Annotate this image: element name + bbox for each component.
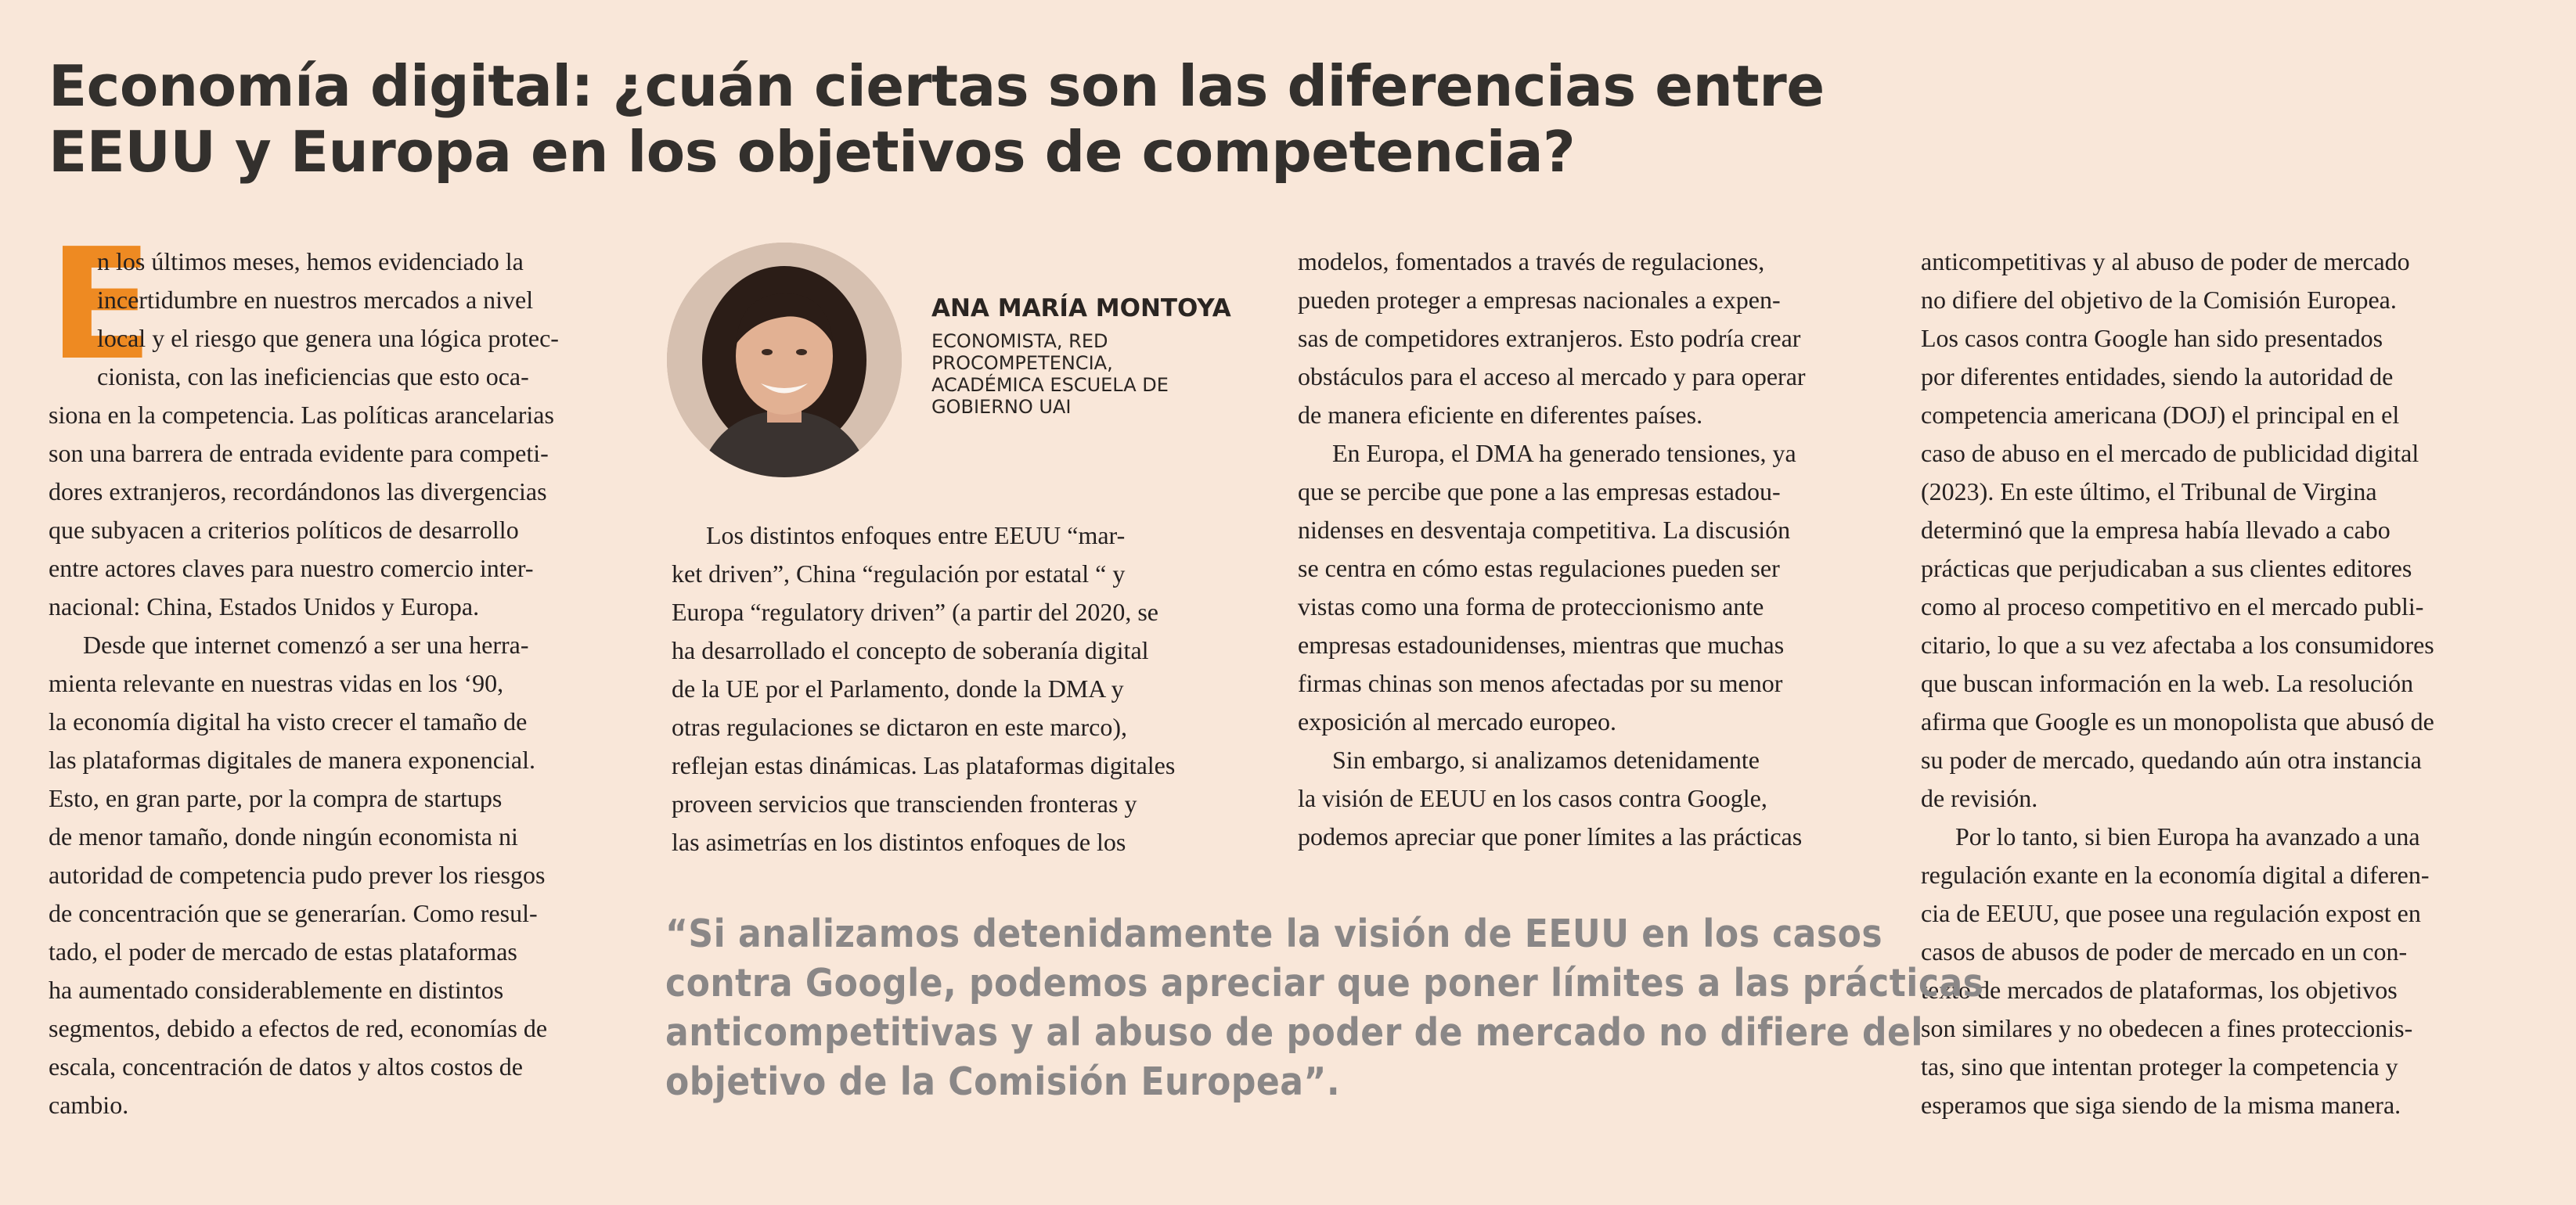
text-line: Europa “regulatory driven” (a partir del 2020, se xyxy=(672,598,1158,626)
text-line: anticompetitivas y al abuso de poder de mercado xyxy=(1921,247,2410,275)
text-line: mienta relevante en nuestras vidas en los ‘90, xyxy=(49,669,504,697)
text-line: la visión de EEUU en los casos contra Google, xyxy=(1298,784,1767,812)
text-line: reflejan estas dinámicas. Las plataformas digitales xyxy=(672,751,1176,779)
text-line: casos de abusos de poder de mercado en un con- xyxy=(1921,937,2408,966)
text-line: ket driven”, China “regulación por estatal “ y xyxy=(672,559,1126,588)
author-portrait-illustration xyxy=(667,243,902,477)
text-line: nidenses en desventaja competitiva. La discusión xyxy=(1298,516,1791,544)
text-line: cionista, con las ineficiencias que esto oca- xyxy=(97,362,529,390)
text-line: Desde que internet comenzó a ser una herra- xyxy=(83,631,529,659)
text-line: que buscan información en la web. La resolución xyxy=(1921,669,2414,697)
text-line: podemos apreciar que poner límites a las prácticas xyxy=(1298,822,1803,851)
text-line: afirma que Google es un monopolista que abusó de xyxy=(1921,707,2434,736)
text-line: que se percibe que pone a las empresas estadou- xyxy=(1298,477,1781,505)
text-line: pueden proteger a empresas nacionales a expen- xyxy=(1298,286,1781,314)
text-line: otras regulaciones se dictaron en este marco), xyxy=(672,713,1127,741)
text-line: regulación exante en la economía digital a diferen- xyxy=(1921,861,2430,889)
text-line: ha aumentado considerablemente en distintos xyxy=(49,976,504,1004)
pull-quote-line: “Si analizamos detenidamente la visión de EEUU en los casos xyxy=(665,912,1883,956)
text-line: escala, concentración de datos y altos costos de xyxy=(49,1052,523,1081)
article-column-4 xyxy=(1921,243,2539,1124)
text-line: Los casos contra Google han sido presentados xyxy=(1921,324,2383,352)
article-column-1 xyxy=(49,216,634,1124)
text-line: obstáculos para el acceso al mercado y para operar xyxy=(1298,362,1806,390)
text-line: de menor tamaño, donde ningún economista ni xyxy=(49,822,518,851)
text-line: son similares y no obedecen a fines proteccionis- xyxy=(1921,1014,2413,1042)
text-line: firmas chinas son menos afectadas por su menor xyxy=(1298,669,1783,697)
text-line: como al proceso competitivo en el mercado publi- xyxy=(1921,592,2424,620)
pull-quote-line: contra Google, podemos apreciar que poner límites a las prácticas xyxy=(665,961,1984,1005)
text-line: segmentos, debido a efectos de red, economías de xyxy=(49,1014,548,1042)
text-line: vistas como una forma de proteccionismo ante xyxy=(1298,592,1764,620)
text-line: entre actores claves para nuestro comercio inter- xyxy=(49,554,534,582)
drop-cap: E xyxy=(49,216,153,394)
text-line: proveen servicios que transcienden fronteras y xyxy=(672,790,1137,818)
text-line: son una barrera de entrada evidente para competi- xyxy=(49,439,549,467)
text-line: texto de mercados de plataformas, los objetivos xyxy=(1921,976,2398,1004)
text-line: n los últimos meses, hemos evidenciado la xyxy=(97,247,524,275)
text-line: ha desarrollado el concepto de soberanía digital xyxy=(672,636,1149,664)
text-line: sas de competidores extranjeros. Esto podría crear xyxy=(1298,324,1801,352)
text-line: local y el riesgo que genera una lógica protec- xyxy=(97,324,559,352)
text-line: autoridad de competencia pudo prever los riesgos xyxy=(49,861,546,889)
text-line: dores extranjeros, recordándonos las divergencias xyxy=(49,477,547,505)
pull-quote-line: objetivo de la Comisión Europea”. xyxy=(665,1059,1341,1104)
text-line: de manera eficiente en diferentes países. xyxy=(1298,401,1703,429)
author-name: ANA MARÍA MONTOYA xyxy=(931,294,1231,322)
text-line: se centra en cómo estas regulaciones pueden ser xyxy=(1298,554,1780,582)
text-line: incertidumbre en nuestros mercados a nivel xyxy=(97,286,534,314)
text-line: competencia americana (DOJ) el principal en el xyxy=(1921,401,2400,429)
text-line: tas, sino que intentan proteger la competencia y xyxy=(1921,1052,2398,1081)
author-role-line: PROCOMPETENCIA, xyxy=(931,352,1113,374)
text-line: por diferentes entidades, siendo la autoridad de xyxy=(1921,362,2394,390)
author-role xyxy=(931,330,1260,418)
text-line: no difiere del objetivo de la Comisión Europea. xyxy=(1921,286,2397,314)
text-line: Por lo tanto, si bien Europa ha avanzado a una xyxy=(1955,822,2420,851)
text-line: caso de abuso en el mercado de publicidad digital xyxy=(1921,439,2419,467)
text-line: tado, el poder de mercado de estas plataformas xyxy=(49,937,517,966)
title-line: Economía digital: ¿cuán ciertas son las diferencias entre xyxy=(49,53,1825,119)
article-column-3 xyxy=(1298,243,1900,856)
author-photo xyxy=(667,243,902,477)
pull-quote-line: anticompetitivas y al abuso de poder de mercado no difiere del xyxy=(665,1010,1923,1055)
text-line: Sin embargo, si analizamos detenidamente xyxy=(1332,746,1760,774)
text-line: siona en la competencia. Las políticas arancelarias xyxy=(49,401,554,429)
text-line: citario, lo que a su vez afectaba a los consumidores xyxy=(1921,631,2434,659)
article-column-2 xyxy=(672,516,1266,861)
author-role-line: GOBIERNO UAI xyxy=(931,396,1072,418)
text-line: cia de EEUU, que posee una regulación expost en xyxy=(1921,899,2421,927)
text-line: la economía digital ha visto crecer el tamaño de xyxy=(49,707,528,736)
article-title xyxy=(49,53,2005,185)
title-line: EEUU y Europa en los objetivos de competencia? xyxy=(49,119,1576,185)
text-line: exposición al mercado europeo. xyxy=(1298,707,1616,736)
author-role-line: ACADÉMICA ESCUELA DE xyxy=(931,374,1169,396)
text-line: empresas estadounidenses, mientras que muchas xyxy=(1298,631,1785,659)
text-line: Esto, en gran parte, por la compra de startups xyxy=(49,784,503,812)
text-line: Los distintos enfoques entre EEUU “mar- xyxy=(706,521,1126,549)
text-line: su poder de mercado, quedando aún otra instancia xyxy=(1921,746,2422,774)
text-line: de revisión. xyxy=(1921,784,2038,812)
pull-quote xyxy=(665,909,1984,1106)
text-line: que subyacen a criterios políticos de desarrollo xyxy=(49,516,519,544)
text-line: modelos, fomentados a través de regulaciones, xyxy=(1298,247,1765,275)
text-line: las plataformas digitales de manera exponencial. xyxy=(49,746,535,774)
text-line: de concentración que se generarían. Como resul- xyxy=(49,899,538,927)
author-byline xyxy=(931,293,1260,418)
text-line: cambio. xyxy=(49,1091,129,1119)
text-line: esperamos que siga siendo de la misma manera. xyxy=(1921,1091,2401,1119)
text-line: determinó que la empresa había llevado a cabo xyxy=(1921,516,2390,544)
text-line: nacional: China, Estados Unidos y Europa. xyxy=(49,592,480,620)
author-role-line: ECONOMISTA, RED xyxy=(931,330,1108,352)
text-line: de la UE por el Parlamento, donde la DMA y xyxy=(672,674,1124,703)
text-line: (2023). En este último, el Tribunal de Virgina xyxy=(1921,477,2377,505)
text-line: En Europa, el DMA ha generado tensiones, ya xyxy=(1332,439,1796,467)
text-line: prácticas que perjudicaban a sus clientes editores xyxy=(1921,554,2412,582)
text-line: las asimetrías en los distintos enfoques de los xyxy=(672,828,1126,856)
